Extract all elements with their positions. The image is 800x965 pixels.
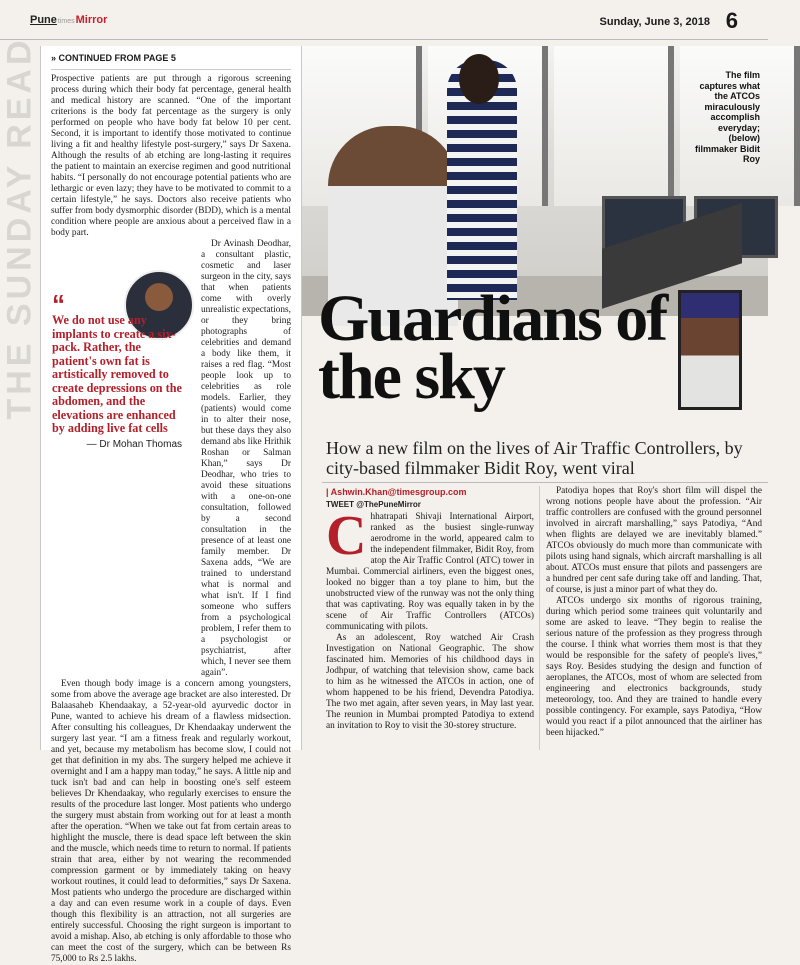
left-paragraph: Prospective patients are put through a rigorous screening process during which their body fat percentage, general health and medical history are scanned. “One of the important criterions is the body fat percentage as the surgery is only performed on people who have body fat below 10 per cent. Second, it is important to identify those motivated to continue living a fit and healthy lifestyle post-surgery,” says Dr Saxena. Although the results of ab etching are long-lasting it requires the patient to maintain an exercise regimen and good nutritional habits. “I personally do not encourage potential patients who are lethargic or even lazy; they have to be motivated to commit to a certain lifestyle,” he says. Doctors also receive patients who suffer from body dysmorphic disorder (BDD), which is a mental condition where people are anxious about a perceived flaw in a body part. — [51, 74, 291, 238]
page-number: 6 — [725, 8, 738, 33]
controller-woman-head — [459, 54, 499, 104]
byline-divider — [322, 482, 768, 483]
right-paragraph: Patodiya hopes that Roy's short film will dispel the wrong notions people have about the profession. “Air traffic controllers are confused with the ground personnel involved in aircraft marshalling,” says Patodiya, “And when flights are delayed we are inevitably blamed.” ATCOs obviously do much more than communicate with pilots using hand signals, which aircraft marshalling is all about. ATCOs must ensure that pilots and passengers are a hundred per cent safe during take off and landing. That, of course, is just a minor part of what they do. — [546, 486, 762, 595]
left-paragraph: Dr Avinash Deodhar, a consultant plastic, cosmetic and laser surgeon in the city, says that when patients come with overly unrealistic expectations, or they bring photographs of celebrities and demand a body like them, it raises a red flag. “Most people look up to celebrities as role models. Earlier, they (patients) would come in to alter their nose, but these days they also demand abs like Hrithik Roshan or Salman Khan,” says Dr Deodhar, who tries to avoid these situations with a one-on-one consultation, followed by a second consultation in the presence of at least one family member. Dr Saxena adds, “We are trained to understand what is normal and what isn't. If I find someone who suffers from a psychological problem, I refer them to a psychologist or psychiatrist, after which, I never see them again”. — [201, 239, 291, 678]
pull-quote — [52, 289, 182, 451]
section-label-text: THE SUNDAY READ — [0, 36, 39, 420]
article-column-middle — [326, 505, 534, 750]
drop-cap: C — [326, 505, 367, 567]
pull-quote-text: We do not use any implants to create a six-pack. Rather, the patient's own fat is artistically removed to create depressions on the abdomen, and the elevations are enhanced by adding live fat cells — [52, 313, 182, 435]
logo-times: times — [57, 18, 75, 25]
photo-caption: The film captures what the ATCOs miraculously accomplish everyday; (below) filmmaker Bidit Roy — [694, 70, 760, 164]
mid-paragraph: As an adolescent, Roy watched Air Crash Investigation on National Geographic. The show fascinated him. Memories of his childhood days in Jodhpur, of watching that television show, came back to him as he witnessed the ATCOs in action, one of whom happened to be his friend, Devendra Patodiya. The two met again, after seven years, in May last year. The reunion in Mumbai prompted Patodiya to extend an invitation to Roy to visit the 30-storey structure. — [326, 633, 534, 731]
article-column-right — [546, 486, 762, 750]
logo-pune: Pune — [30, 14, 57, 26]
right-paragraph: ATCOs undergo six months of rigorous training, during which period some trainees quit voluntarily and some are asked to leave. “They begin to realise the serious nature of the profession as they progress through the course. I think what worries them most is that they would be responsible for the safety of people's lives,” says Roy. Besides studying the design and function of aeroplanes, the ATCOs, most of whom are selected from engineering and electronics backgrounds, study meteorology, too. And they are trained to handle every possible contingency. For example, says Patodiya, “How would you react if a pilot announced that the airliner has been hijacked.” — [546, 596, 762, 738]
tower-window — [554, 46, 674, 206]
masthead — [0, 0, 768, 40]
logo-mirror: Mirror — [75, 14, 108, 26]
deck-subheadline: How a new film on the lives of Air Traffic Controllers, by city-based filmmaker Bidit Roy, went viral — [326, 438, 743, 478]
continued-from-label: » CONTINUED FROM PAGE 5 — [51, 46, 291, 70]
filmmaker-photo — [678, 290, 742, 410]
mid-paragraph: hhatrapati Shivaji International Airport, ranked as the busiest single-runway aerodrome in the world, appeared calm to the independent filmmaker, Bidit Roy, from atop the Air Traffic Control (ATC) tower in Mumbai. Commercial airliners, even the biggest ones, looked no bigger than a toy plane to him, but the unobstructed view of the runway was not the only thing that was captivating. Roy was equally taken in by the scene of Air Traffic Controllers (ATCOs) communicating with pilots. — [326, 512, 534, 632]
left-paragraph: Even though body image is a concern among youngsters, some from above the average age bracket are also interested. Dr Balaasaheb Khendaakay, a 52-year-old ayurvedic doctor in Pune, wanted to achieve his dream of a flawless midsection. After consulting his colleagues, Dr Khendaakay underwent the surgery last year. “I am a fitness freak and regularly workout, and yet, because my metabolism has become slow, I could not get that definition in my abs. The surgery helped me achieve it overnight and I am a happy man today,” he says. A little nip and tuck isn't bad and can help in boosting one's self esteem believes Dr Khendaakay, who regularly exercises to ensure the results of the procedure last longer. Most patients who undergo the surgery must abstain from working out for at least a month after the operation. “When we take out fat from certain areas to highlight the muscle, there is dead space left between the skin and the muscle, which needs time to return to normal. If patients strain that area, either by not wearing the recommended compression garment or by immediately taking on heavy workout routines, it could lead to deformities,” says Dr Saxena. Most patients who undergo the procedure are discharged within a day and can even resume work in a couple of days. Even though this flexibility is an attraction, not all surgeries are entirely successful. Choosing the right surgeon is important to avoid a mishap. Also, ab etching is only affordable to those who can meet the cost of the surgery, which can be between Rs 75,000 to Rs 2.5 lakhs. — [51, 679, 291, 964]
author-byline: | Ashwin.Khan@timesgroup.com — [326, 487, 467, 497]
column-divider — [539, 486, 540, 750]
quote-credit: — Dr Mohan Thomas — [86, 438, 182, 450]
newspaper-logo — [30, 14, 107, 26]
issue-date: Sunday, June 3, 2018 — [599, 16, 710, 28]
quote-mark-icon: “ — [52, 289, 65, 319]
headline: Guardians of the sky — [318, 282, 667, 413]
section-label — [0, 36, 40, 420]
twitter-handle: TWEET @ThePuneMirror — [326, 500, 421, 509]
